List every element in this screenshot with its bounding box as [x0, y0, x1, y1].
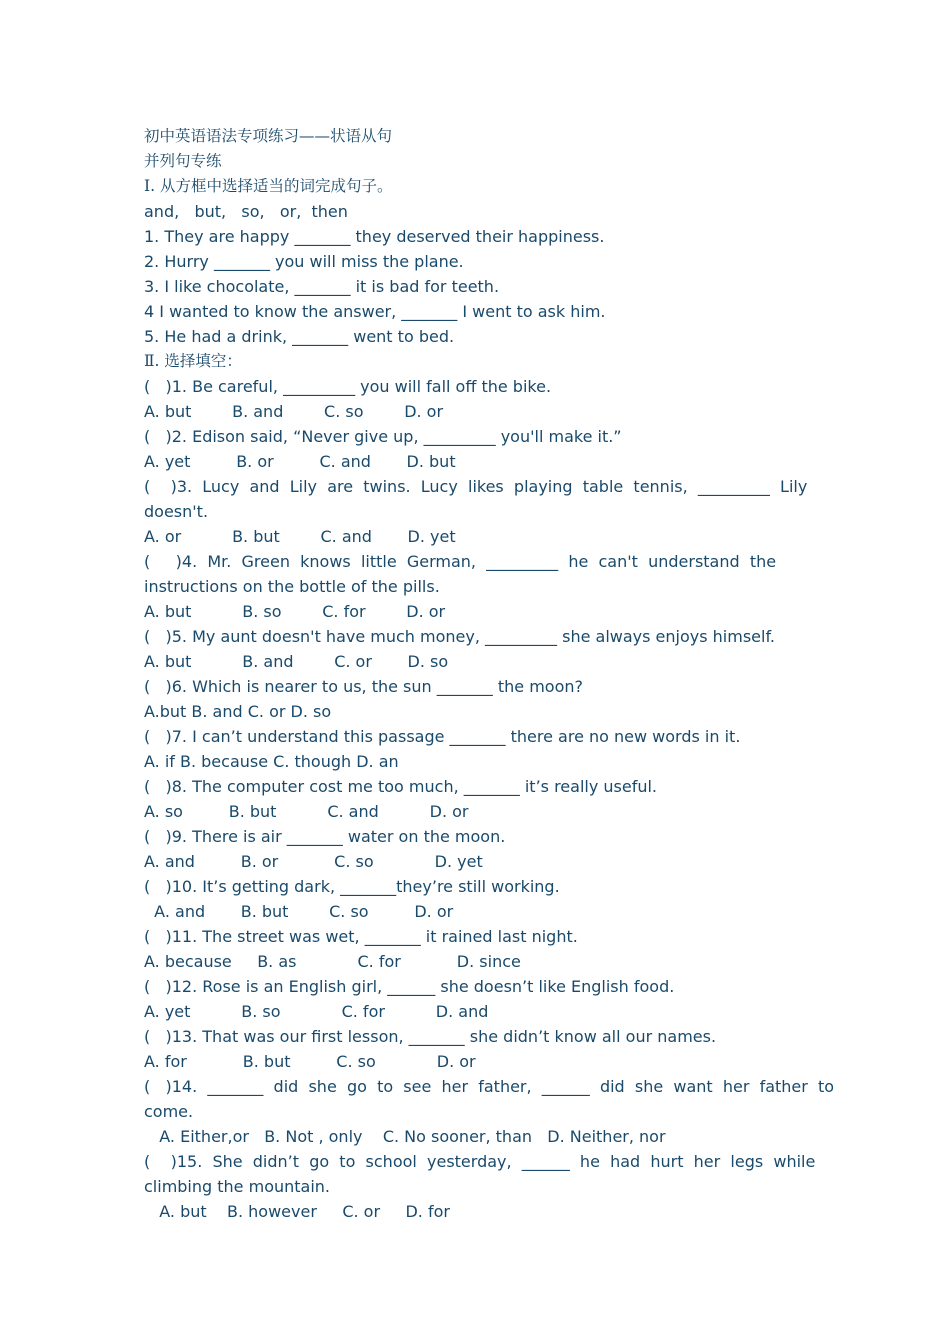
question-5: ( )5. My aunt doesn't have much money, _________ she always enjoys himself.	[144, 627, 775, 646]
question-7-options: A. if B. because C. though D. an	[144, 752, 399, 771]
question-3-line-1: ( )3. Lucy and Lily are twins. Lucy likes playing table tennis, _________ Lily	[144, 477, 808, 496]
question-12-options: A. yet B. so C. for D. and	[144, 1002, 489, 1021]
question-4-options: A. but B. so C. for D. or	[144, 602, 446, 621]
question-9: ( )9. There is air _______ water on the moon.	[144, 827, 506, 846]
question-8: ( )8. The computer cost me too much, _______ it’s really useful.	[144, 777, 658, 796]
word-box: and, but, so, or, then	[144, 202, 348, 221]
sentence-3: 3. I like chocolate, _______ it is bad for teeth.	[144, 277, 500, 296]
question-11: ( )11. The street was wet, _______ it rained last night.	[144, 927, 578, 946]
section-1-heading: Ⅰ. 从方框中选择适当的词完成句子。	[144, 177, 393, 195]
question-13-options: A. for B. but C. so D. or	[144, 1052, 476, 1071]
question-6-options: A.but B. and C. or D. so	[144, 702, 332, 721]
question-14-line-2: come.	[144, 1102, 194, 1121]
page-subtitle: 并列句专练	[144, 152, 222, 170]
question-10: ( )10. It’s getting dark, _______they’re still working.	[144, 877, 560, 896]
question-12: ( )12. Rose is an English girl, ______ she doesn’t like English food.	[144, 977, 675, 996]
question-13: ( )13. That was our first lesson, _______ she didn’t know all our names.	[144, 1027, 717, 1046]
question-4-line-1: ( )4. Mr. Green knows little German, _________ he can't understand the	[144, 552, 777, 571]
sentence-4: 4 I wanted to know the answer, _______ I went to ask him.	[144, 302, 606, 321]
section-2-heading: Ⅱ. 选择填空：	[144, 352, 242, 370]
question-7: ( )7. I can’t understand this passage _______ there are no new words in it.	[144, 727, 741, 746]
question-15-options: A. but B. however C. or D. for	[144, 1202, 450, 1221]
sentence-5: 5. He had a drink, _______ went to bed.	[144, 327, 455, 346]
question-3-options: A. or B. but C. and D. yet	[144, 527, 456, 546]
sentence-2: 2. Hurry _______ you will miss the plane.	[144, 252, 464, 271]
worksheet	[144, 124, 835, 1224]
question-14-options: A. Either,or B. Not , only C. No sooner, than D. Neither, nor	[144, 1127, 666, 1146]
question-5-options: A. but B. and C. or D. so	[144, 652, 449, 671]
question-10-options: A. and B. but C. so D. or	[144, 902, 454, 921]
question-2-options: A. yet B. or C. and D. but	[144, 452, 456, 471]
sentence-1: 1. They are happy _______ they deserved their happiness.	[144, 227, 605, 246]
question-11-options: A. because B. as C. for D. since	[144, 952, 521, 971]
question-4-line-2: instructions on the bottle of the pills.	[144, 577, 440, 596]
question-3-line-2: doesn't.	[144, 502, 209, 521]
question-1: ( )1. Be careful, _________ you will fall off the bike.	[144, 377, 552, 396]
page-title: 初中英语语法专项练习——状语从句	[144, 127, 393, 145]
question-2: ( )2. Edison said, “Never give up, _________ you'll make it.”	[144, 427, 622, 446]
question-8-options: A. so B. but C. and D. or	[144, 802, 469, 821]
question-15-line-2: climbing the mountain.	[144, 1177, 331, 1196]
question-15-line-1: ( )15. She didn’t go to school yesterday, ______ he had hurt her legs while	[144, 1152, 816, 1171]
question-9-options: A. and B. or C. so D. yet	[144, 852, 483, 871]
question-14-line-1: ( )14. _______ did she go to see her father, ______ did she want her father to	[144, 1077, 835, 1096]
question-1-options: A. but B. and C. so D. or	[144, 402, 444, 421]
question-6: ( )6. Which is nearer to us, the sun _______ the moon?	[144, 677, 583, 696]
